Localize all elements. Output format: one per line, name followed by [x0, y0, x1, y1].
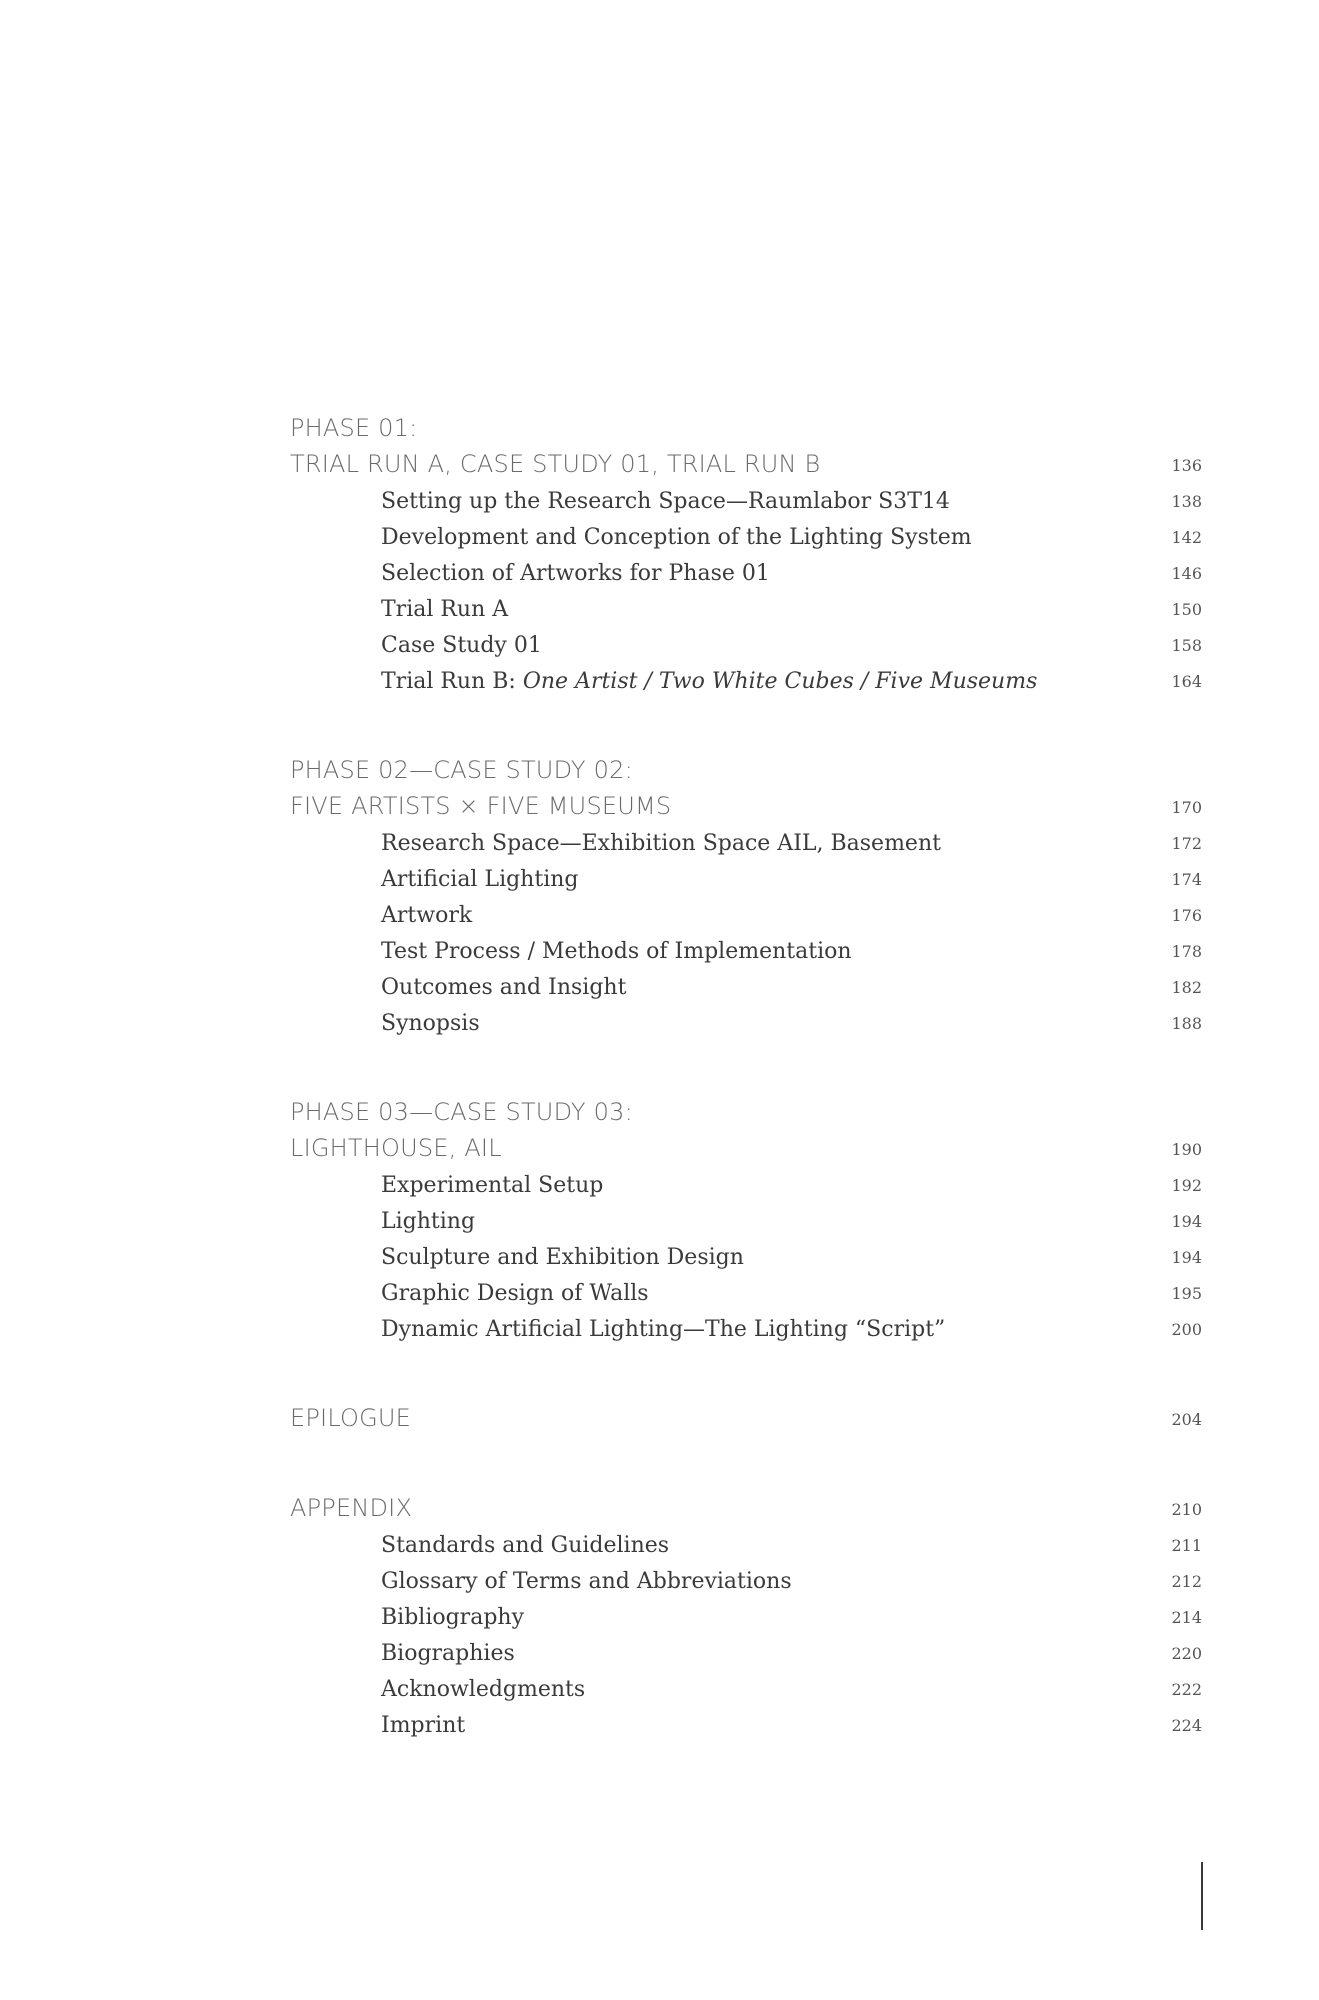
section-heading-line2: FIVE ARTISTS × FIVE MUSEUMS: [290, 792, 672, 820]
toc-entry-title: Development and Conception of the Lighting System: [381, 525, 972, 550]
toc-entry-page: 200: [1171, 1320, 1202, 1339]
section-heading-line2: APPENDIX: [290, 1494, 413, 1522]
toc-entry: [290, 892, 1202, 928]
toc-entry-page: 188: [1171, 1014, 1202, 1033]
toc-entry-page: 172: [1171, 834, 1202, 853]
toc-entry-page: 222: [1171, 1680, 1202, 1699]
toc-entry-page: 211: [1171, 1536, 1202, 1555]
toc-entry-page: 158: [1171, 636, 1202, 655]
toc-entry: [290, 514, 1202, 550]
toc-entry-page: 224: [1171, 1716, 1202, 1735]
toc-section-phase-03: [290, 1090, 1202, 1342]
toc-entry: [290, 478, 1202, 514]
toc-entry-title: Outcomes and Insight: [381, 975, 627, 1000]
section-heading-row: [290, 1396, 1202, 1432]
section-heading-row: [290, 442, 1202, 478]
section-heading-line2: LIGHTHOUSE, AIL: [290, 1134, 502, 1162]
toc-entry-title: Artwork: [381, 903, 473, 928]
toc-entry-page: 150: [1171, 600, 1202, 619]
section-heading-row: [290, 1126, 1202, 1162]
toc-entry-page: 195: [1171, 1284, 1202, 1303]
section-heading-line1: PHASE 02—CASE STUDY 02:: [290, 756, 633, 784]
toc-entry: [290, 856, 1202, 892]
toc-entry: [290, 586, 1202, 622]
toc-entry-title-prefix: Trial Run B:: [381, 669, 523, 694]
toc-entry-title: Test Process / Methods of Implementation: [381, 939, 852, 964]
section-heading-line2: EPILOGUE: [290, 1404, 412, 1432]
section-page-number: 210: [1171, 1500, 1202, 1519]
page-edge-rule: [1201, 1862, 1203, 1930]
toc-entry: [290, 1198, 1202, 1234]
toc-entry: [290, 1522, 1202, 1558]
section-heading-row: [290, 1486, 1202, 1522]
toc-section-phase-01: [290, 406, 1202, 694]
toc-entry: [290, 1000, 1202, 1036]
toc-entry-page: 214: [1171, 1608, 1202, 1627]
section-heading-line2: TRIAL RUN A, CASE STUDY 01, TRIAL RUN B: [290, 450, 821, 478]
toc-entry-title: Selection of Artworks for Phase 01: [381, 561, 770, 586]
toc-entry: [290, 550, 1202, 586]
toc-entry-page: 192: [1171, 1176, 1202, 1195]
section-page-number: 136: [1171, 456, 1202, 475]
section-page-number: 204: [1171, 1410, 1202, 1429]
toc-entry: [290, 820, 1202, 856]
toc-entry-page: 178: [1171, 942, 1202, 961]
section-heading-row: [290, 784, 1202, 820]
toc-entry-page: 174: [1171, 870, 1202, 889]
toc-entry-page: 212: [1171, 1572, 1202, 1591]
toc-entry-page: 138: [1171, 492, 1202, 511]
toc-entry: [290, 964, 1202, 1000]
toc-entry-page: 164: [1171, 672, 1202, 691]
toc-entry-title: Bibliography: [381, 1605, 524, 1630]
toc-entry-title: Trial Run A: [381, 597, 509, 622]
toc-entry: [290, 928, 1202, 964]
toc-section-epilogue: [290, 1396, 1202, 1432]
toc-entry-title: Imprint: [381, 1713, 466, 1738]
toc-entry-page: 146: [1171, 564, 1202, 583]
toc-entry-page: 142: [1171, 528, 1202, 547]
toc-section-phase-02: [290, 748, 1202, 1036]
table-of-contents: [290, 406, 1202, 1792]
section-page-number: 190: [1171, 1140, 1202, 1159]
toc-entry-title: [290, 669, 1037, 694]
toc-entry: [290, 1666, 1202, 1702]
toc-entry: [290, 1558, 1202, 1594]
toc-entry: [290, 1270, 1202, 1306]
toc-entry-title: Graphic Design of Walls: [381, 1281, 649, 1306]
section-heading-label: [290, 1090, 1202, 1126]
toc-entry-title: Standards and Guidelines: [381, 1533, 670, 1558]
toc-entry-title: Synopsis: [381, 1011, 480, 1036]
toc-entry-page: 176: [1171, 906, 1202, 925]
toc-entry-title: Lighting: [381, 1209, 476, 1234]
section-heading-line1: PHASE 03—CASE STUDY 03:: [290, 1098, 633, 1126]
toc-entry-title: Case Study 01: [381, 633, 542, 658]
toc-entry-title: Artificial Lighting: [381, 867, 579, 892]
toc-entry: [290, 658, 1202, 694]
section-heading-label: [290, 748, 1202, 784]
toc-entry-page: 194: [1171, 1248, 1202, 1267]
toc-entry-title: Glossary of Terms and Abbreviations: [381, 1569, 792, 1594]
toc-entry: [290, 1702, 1202, 1738]
toc-entry-title: Experimental Setup: [381, 1173, 604, 1198]
toc-entry-title: Setting up the Research Space—Raumlabor S3T14: [381, 489, 950, 514]
section-heading-line1: PHASE 01:: [290, 414, 418, 442]
toc-section-appendix: [290, 1486, 1202, 1738]
section-page-number: 170: [1171, 798, 1202, 817]
toc-entry-title: Research Space—Exhibition Space AIL, Basement: [381, 831, 941, 856]
toc-entry-title: Dynamic Artificial Lighting—The Lighting “Script”: [381, 1317, 946, 1342]
toc-entry-title: Sculpture and Exhibition Design: [381, 1245, 744, 1270]
toc-entry-title-italic: One Artist / Two White Cubes / Five Museums: [522, 669, 1038, 694]
toc-entry-page: 182: [1171, 978, 1202, 997]
toc-entry: [290, 622, 1202, 658]
toc-entry-page: 194: [1171, 1212, 1202, 1231]
toc-entry: [290, 1234, 1202, 1270]
toc-entry: [290, 1162, 1202, 1198]
toc-entry: [290, 1306, 1202, 1342]
toc-entry: [290, 1594, 1202, 1630]
toc-entry-page: 220: [1171, 1644, 1202, 1663]
toc-entry: [290, 1630, 1202, 1666]
toc-entry-title: Acknowledgments: [381, 1677, 586, 1702]
section-heading-label: [290, 406, 1202, 442]
toc-entry-title: Biographies: [381, 1641, 515, 1666]
